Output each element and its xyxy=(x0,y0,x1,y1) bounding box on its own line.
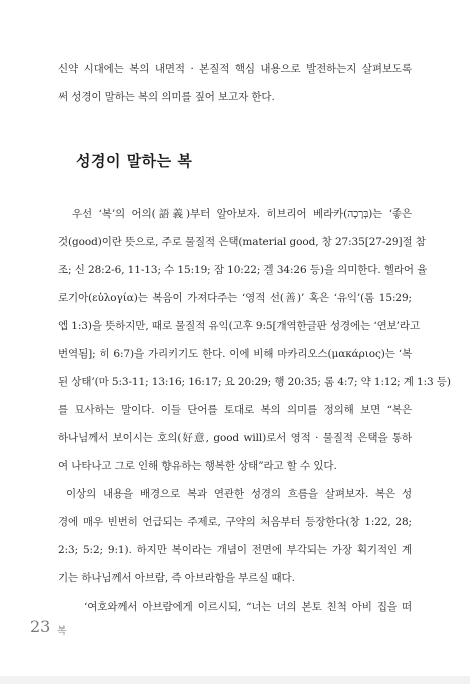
body-line-8: 를 묘사하는 말이다. 이들 단어를 토대로 복의 의미를 정의해 보면 “복은 xyxy=(58,404,412,416)
body-line-4: 로기아(εὐλογία)는 복음이 가져다주는 ‘영적 선(善)’ 혹은 ‘유익’(롬 15:29; xyxy=(58,292,412,304)
body-line-13: 2:3; 5:2; 9:1). 하지만 복이라는 개념이 전면에 부각되는 가장 획기적인 계 xyxy=(58,544,412,556)
section-heading: 성경이 말하는 복 xyxy=(76,152,193,170)
body-line-12: 경에 매우 빈번히 언급되는 주제로, 구약의 처음부터 등장한다(창 1:22, 28; xyxy=(58,516,412,528)
running-footer-label: 복 xyxy=(57,626,67,637)
body-line-14: 기는 하나님께서 아브람, 즉 아브라함을 부르실 때다. xyxy=(58,572,295,584)
page-number: 23 xyxy=(30,617,51,636)
intro-line-1: 신약 시대에는 복의 내면적 · 본질적 핵심 내용으로 발전하는지 살펴보도록 xyxy=(58,63,412,75)
body-line-1: 우선 ‘복’의 어의(語義)부터 알아보자. 히브리어 베라카(בְּרָכָה)는 ‘좋은 xyxy=(72,208,412,220)
body-line-5: 엡 1:3)을 뜻하지만, 때로 물질적 유익(고후 9:5[개역한글판 성경에는 ‘연보’라고 xyxy=(58,320,421,332)
body-line-6: 번역됨]; 히 6:7)을 가리키기도 한다. 이에 비해 마카리오스(μακάριος)는 ‘복 xyxy=(58,348,412,360)
body-line-11: 이상의 내용을 배경으로 복과 연관한 성경의 흐름을 살펴보자. 복은 성 xyxy=(66,488,412,500)
body-line-10: 여 나타나고 그로 인해 향유하는 행복한 상태”라고 할 수 있다. xyxy=(58,460,337,472)
body-line-7: 된 상태’(마 5:3-11; 13:16; 16:17; 요 20:29; 행 20:35; 롬 4:7; 약 1:12; 계 1:3 등) xyxy=(58,376,451,388)
intro-line-2: 써 성경이 말하는 복의 의미를 짚어 보고자 한다. xyxy=(58,91,275,103)
quote-line: ‘여호와께서 아브람에게 이르시되, “너는 너의 본토 친척 아비 집을 떠 xyxy=(84,601,412,613)
body-line-3: 조; 신 28:2-6, 11-13; 수 15:19; 잠 10:22; 겔 34:26 등)을 의미한다. 헬라어 율 xyxy=(58,264,428,276)
body-line-2: 것(good)이란 뜻으로, 주로 물질적 은택(material good, 창 27:35[27-29]절 참 xyxy=(58,236,426,248)
body-line-9: 하나님께서 보이시는 호의(好意, good will)로서 영적 · 물질적 은택을 통하 xyxy=(58,432,412,444)
bottom-edge xyxy=(0,676,470,684)
